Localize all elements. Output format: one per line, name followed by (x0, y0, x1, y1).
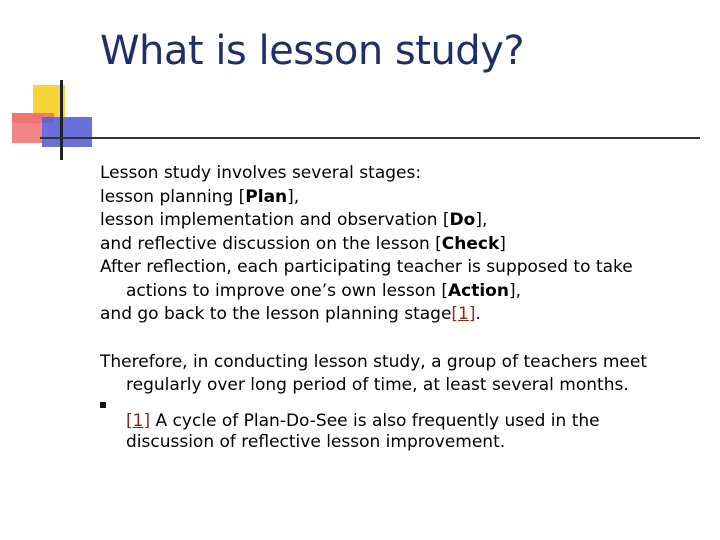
red-square (12, 113, 42, 143)
footnote-ref-link[interactable]: [1] (451, 304, 476, 324)
body-line: regularly over long period of time, at least several months. (126, 375, 629, 395)
slide-body (100, 162, 700, 398)
blue-square (42, 117, 92, 147)
body-line: After reflection, each participating teacher is supposed to take (100, 257, 633, 277)
body-line: Therefore, in conducting lesson study, a group of teachers meet (100, 351, 647, 372)
body-line: and reflective discussion on the lesson [Check] (100, 233, 506, 254)
footnote-ref[interactable]: [1] (126, 411, 151, 431)
body-line: lesson planning [Plan], (100, 186, 300, 207)
body-line: and go back to the lesson planning stage[1]. (100, 304, 481, 324)
body-line: actions to improve one’s own lesson [Action], (126, 280, 521, 301)
body-line: lesson implementation and observation [Do], (100, 210, 488, 230)
body-line: Lesson study involves several stages: (100, 163, 422, 183)
footnote: [1] A cycle of Plan-Do-See is also frequently used in the discussion of reflective lesson improvement. (126, 411, 600, 452)
decor-vertical-line (60, 80, 63, 160)
title-divider (40, 137, 700, 139)
page-title: What is lesson study? (100, 28, 525, 74)
decorative-squares (0, 0, 110, 170)
bullet-square-icon (100, 402, 106, 408)
